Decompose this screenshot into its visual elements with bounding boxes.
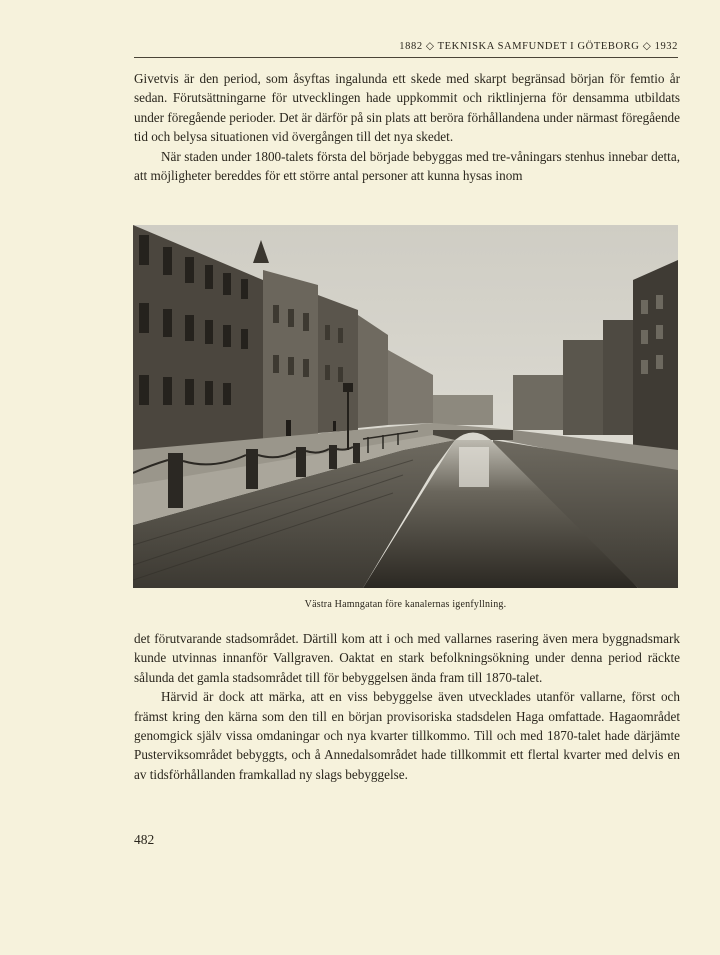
page-number: 482: [134, 832, 155, 847]
paragraph: När staden under 1800-talets första del började bebyggas med tre-våningars stenhus innebar detta, att möjligheter bereddes för ett större antal personer att kunna hysas inom: [134, 148, 680, 184]
header-rule: [134, 57, 678, 58]
figure-caption: Västra Hamngatan före kanalernas igenfyllning.: [304, 599, 507, 610]
canal-photograph: [133, 225, 678, 588]
paragraph: Härvid är dock att märka, att en viss bebyggelse även utvecklades utanför vallarne, först och främst kring den kärna som den till en början provisoriska stadsdelen Haga omfattade. Hagaområdet genomgick själv vissa omdaningar och nya kvarter tillkommo. Till och med 1870-talet hade därjämte Pusterviksområdet bebyggts, och å Annedalsområdet hade tillkommit ett flertal kvarter med delvis en av tidsförhållanden framkallad ny slags bebyggelse.: [134, 689, 680, 782]
running-header: 1882 ◇ TEKNISKA SAMFUNDET I GÖTEBORG ◇ 1932: [399, 41, 678, 52]
text-block-bottom: [134, 629, 680, 784]
paragraph: Givetvis är den period, som åsyftas ingalunda ett skede med skarpt begränsad början för femtio år sedan. Förutsättningarne för utvecklingen hade uppkommit och riktlinjerna för densamma utbildats under föregående perioder. Det är därför på sin plats att beröra förhållandena under närmast föregående tid och belysa situationen vid övergången till det nya skedet.: [134, 71, 680, 145]
paragraph: det förutvarande stadsområdet. Därtill kom att i och med vallarnes rasering även mera byggnadsmark kunde utvinnas innanför Vallgraven. Oaktat en stark befolkningsökning under denna period räckte sålunda det gamla stadsområdet till för bebyggelsen ända fram till 1870-talet.: [134, 631, 680, 685]
text-block-top: [134, 69, 680, 185]
